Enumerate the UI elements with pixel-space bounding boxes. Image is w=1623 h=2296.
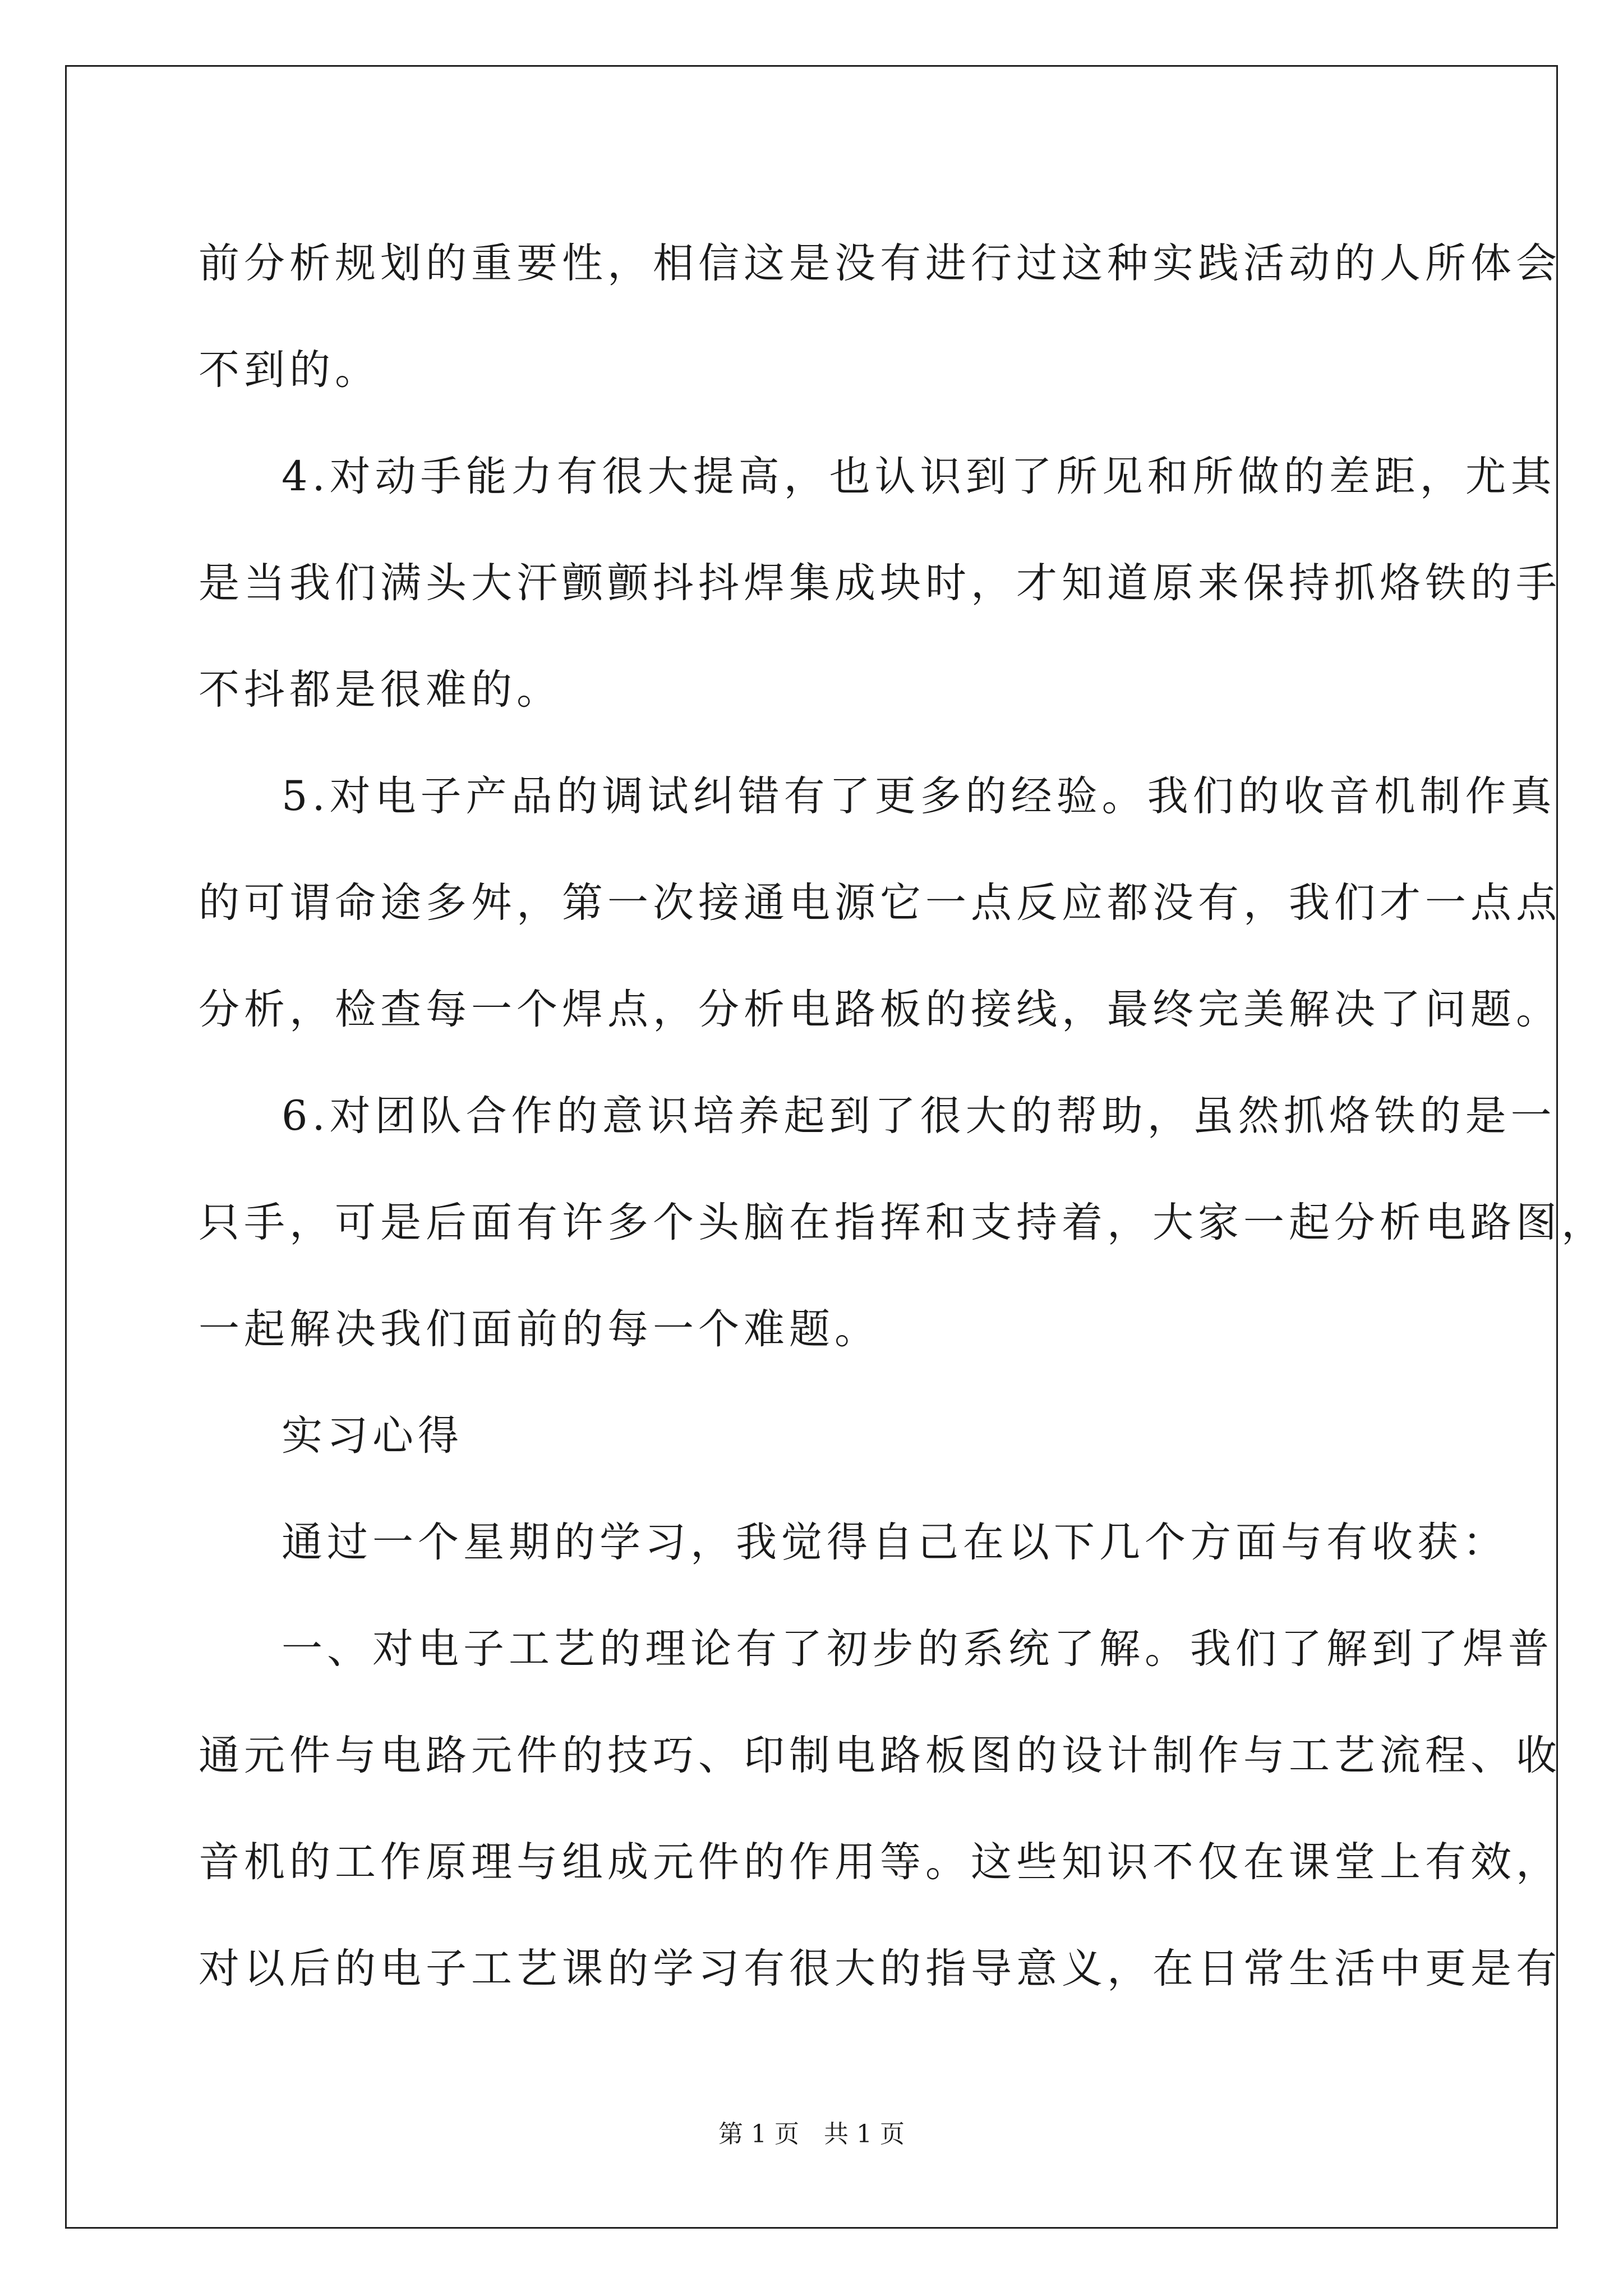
text-line: 一、对电子工艺的理论有了初步的系统了解。我们了解到了焊普 xyxy=(282,1625,1553,1673)
text-line: 4.对动手能力有很大提高，也认识到了所见和所做的差距，尤其 xyxy=(282,453,1556,500)
text-line: 分析，检查每一个焊点，分析电路板的接线，最终完美解决了问题。 xyxy=(199,986,1561,1033)
text-line: 是当我们满头大汗颤颤抖抖焊集成块时，才知道原来保持抓烙铁的手 xyxy=(199,559,1561,607)
text-line: 6.对团队合作的意识培养起到了很大的帮助，虽然抓烙铁的是一 xyxy=(282,1092,1556,1140)
text-line: 前分析规划的重要性，相信这是没有进行过这种实践活动的人所体会 xyxy=(199,240,1561,287)
text-line: 的可谓命途多舛，第一次接通电源它一点反应都没有，我们才一点点 xyxy=(199,879,1561,927)
text-line: 通过一个星期的学习，我觉得自己在以下几个方面与有收获： xyxy=(282,1519,1508,1566)
section-heading: 实习心得 xyxy=(282,1412,463,1460)
text-line: 通元件与电路元件的技巧、印制电路板图的设计制作与工艺流程、收 xyxy=(199,1732,1561,1779)
page-number-footer: 第 1 页 共 1 页 xyxy=(718,2120,905,2148)
document-body xyxy=(199,210,1607,2022)
text-line: 不到的。 xyxy=(199,346,380,394)
text-line: 不抖都是很难的。 xyxy=(199,666,562,714)
text-line: 对以后的电子工艺课的学习有很大的指导意义，在日常生活中更是有 xyxy=(199,1945,1561,1993)
text-line: 音机的工作原理与组成元件的作用等。这些知识不仅在课堂上有效， xyxy=(199,1838,1561,1886)
text-line: 只手，可是后面有许多个头脑在指挥和支持着，大家一起分析电路图， xyxy=(199,1199,1607,1246)
text-line: 一起解决我们面前的每一个难题。 xyxy=(199,1305,880,1353)
text-line: 5.对电子产品的调试纠错有了更多的经验。我们的收音机制作真 xyxy=(282,772,1556,820)
